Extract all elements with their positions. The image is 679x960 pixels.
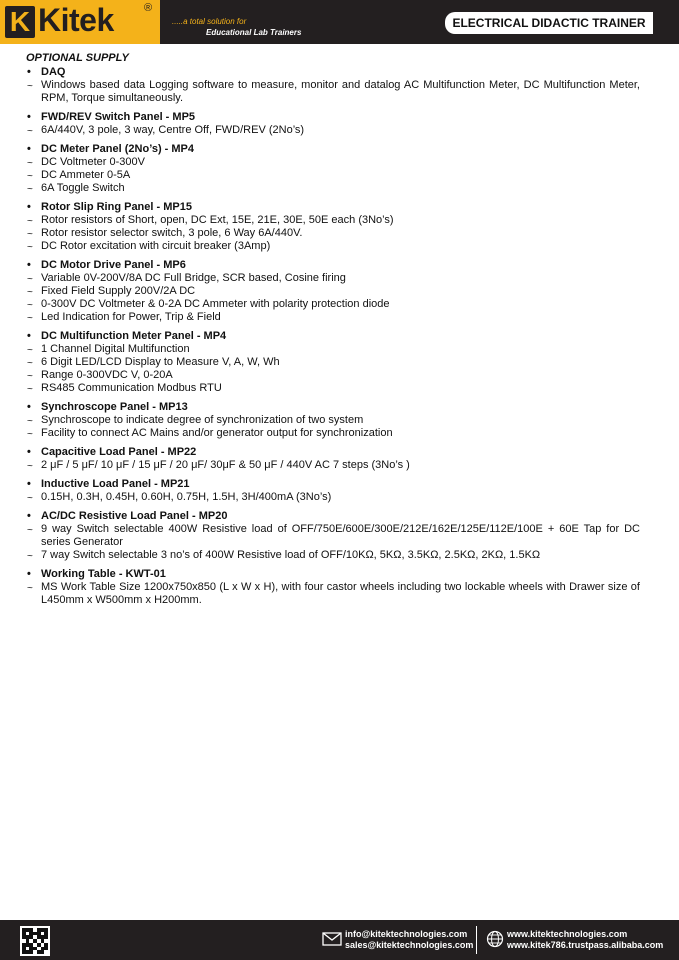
tilde-bullet-icon: ~ xyxy=(27,429,33,440)
list-item xyxy=(26,581,640,607)
tilde-bullet-icon: ~ xyxy=(27,184,33,195)
section-title-text: FWD/REV Switch Panel - MP5 xyxy=(41,111,196,123)
section-title xyxy=(26,401,640,414)
spec-section xyxy=(26,330,640,395)
list-item-text: Led Indication for Power, Trip & Field xyxy=(41,311,221,323)
spec-section xyxy=(26,259,640,324)
section-title xyxy=(26,568,640,581)
spec-section xyxy=(26,446,640,472)
spec-section xyxy=(26,66,640,105)
list-item xyxy=(26,414,640,427)
tilde-bullet-icon: ~ xyxy=(27,384,33,395)
tilde-bullet-icon: ~ xyxy=(27,345,33,356)
qr-code-icon xyxy=(20,926,50,956)
bullet-icon: • xyxy=(27,66,31,78)
tilde-bullet-icon: ~ xyxy=(27,171,33,182)
tilde-bullet-icon: ~ xyxy=(27,158,33,169)
bullet-icon: • xyxy=(27,510,31,522)
list-item-text: Variable 0V-200V/8A DC Full Bridge, SCR based, Cosine firing xyxy=(41,272,346,284)
email-info-link[interactable]: info@kitektechnologies.com xyxy=(345,929,468,939)
section-title-text: Inductive Load Panel - MP21 xyxy=(41,478,190,490)
list-item-text: DC Rotor excitation with circuit breaker (3Amp) xyxy=(41,240,271,252)
list-item xyxy=(26,356,640,369)
spec-content xyxy=(26,52,640,613)
tilde-bullet-icon: ~ xyxy=(27,300,33,311)
bullet-icon: • xyxy=(27,568,31,580)
section-title xyxy=(26,330,640,343)
list-item-text: MS Work Table Size 1200x750x850 (L x W x H), with four castor wheels including two lockable wheels with Drawer size of L450mm x W500mm x H200mm. xyxy=(41,581,640,606)
logo-wordmark: Kitek xyxy=(38,2,114,38)
list-item-text: DC Ammeter 0-5A xyxy=(41,169,131,181)
footer-emails xyxy=(345,929,473,951)
list-item xyxy=(26,214,640,227)
section-title xyxy=(26,201,640,214)
list-item xyxy=(26,491,640,504)
list-item-text: 6A/440V, 3 pole, 3 way, Centre Off, FWD/REV (2No’s) xyxy=(41,124,305,136)
section-title-text: Rotor Slip Ring Panel - MP15 xyxy=(41,201,192,213)
section-title-text: Capacitive Load Panel - MP22 xyxy=(41,446,197,458)
bullet-icon: • xyxy=(27,401,31,413)
spec-section xyxy=(26,201,640,253)
list-item xyxy=(26,124,640,137)
page-header xyxy=(0,0,679,44)
bullet-icon: • xyxy=(27,143,31,155)
alibaba-link[interactable]: www.kitek786.trustpass.alibaba.com xyxy=(507,940,664,950)
list-item xyxy=(26,343,640,356)
website-link[interactable]: www.kitektechnologies.com xyxy=(507,929,628,939)
bullet-icon: • xyxy=(27,330,31,342)
logo xyxy=(0,0,160,44)
list-item-text: 9 way Switch selectable 400W Resistive load of OFF/750E/600E/300E/212E/162E/125E/112E/100E + 60E Tap for DC series Generator xyxy=(41,523,640,548)
list-item xyxy=(26,169,640,182)
logo-k-mark: K xyxy=(5,6,35,38)
list-item-text: 6 Digit LED/LCD Display to Measure V, A, W, Wh xyxy=(41,356,280,368)
bullet-icon: • xyxy=(27,446,31,458)
tilde-bullet-icon: ~ xyxy=(27,126,33,137)
tilde-bullet-icon: ~ xyxy=(27,229,33,240)
list-item-text: RS485 Communication Modbus RTU xyxy=(41,382,222,394)
section-heading: OPTIONAL SUPPLY xyxy=(26,52,129,64)
registered-mark: ® xyxy=(144,2,153,14)
list-item xyxy=(26,382,640,395)
section-title-text: DC Multifunction Meter Panel - MP4 xyxy=(41,330,227,342)
bullet-icon: • xyxy=(27,111,31,123)
list-item xyxy=(26,311,640,324)
list-item-text: 2 μF / 5 μF/ 10 μF / 15 μF / 20 μF/ 30μF & 50 μF / 440V AC 7 steps (3No’s ) xyxy=(41,459,410,471)
section-title-text: Working Table - KWT-01 xyxy=(41,568,166,580)
bullet-icon: • xyxy=(27,201,31,213)
list-item xyxy=(26,298,640,311)
spec-section xyxy=(26,401,640,440)
tilde-bullet-icon: ~ xyxy=(27,313,33,324)
spec-section xyxy=(26,510,640,562)
tilde-bullet-icon: ~ xyxy=(27,525,33,536)
tilde-bullet-icon: ~ xyxy=(27,551,33,562)
section-title xyxy=(26,143,640,156)
tilde-bullet-icon: ~ xyxy=(27,81,33,92)
tilde-bullet-icon: ~ xyxy=(27,416,33,427)
list-item xyxy=(26,459,640,472)
section-title xyxy=(26,478,640,491)
section-title-text: DAQ xyxy=(41,66,66,78)
list-item xyxy=(26,427,640,440)
list-item-text: Fixed Field Supply 200V/2A DC xyxy=(41,285,196,297)
spec-section xyxy=(26,568,640,607)
section-title xyxy=(26,111,640,124)
list-item-text: Rotor resistor selector switch, 3 pole, 6 Way 6A/440V. xyxy=(41,227,303,239)
spec-section xyxy=(26,143,640,195)
tagline-line1: .....a total solution for xyxy=(172,17,247,26)
footer-divider xyxy=(476,926,477,954)
list-item-text: Rotor resistors of Short, open, DC Ext, 15E, 21E, 30E, 50E each (3No’s) xyxy=(41,214,394,226)
list-item-text: Facility to connect AC Mains and/or generator output for synchronization xyxy=(41,427,393,439)
section-title xyxy=(26,446,640,459)
email-sales-link[interactable]: sales@kitektechnologies.com xyxy=(345,940,474,950)
globe-icon xyxy=(486,930,504,948)
section-title xyxy=(26,510,640,523)
tilde-bullet-icon: ~ xyxy=(27,493,33,504)
tilde-bullet-icon: ~ xyxy=(27,583,33,594)
tilde-bullet-icon: ~ xyxy=(27,287,33,298)
list-item-text: 0.15H, 0.3H, 0.45H, 0.60H, 0.75H, 1.5H, 3H/400mA (3No’s) xyxy=(41,491,332,503)
tilde-bullet-icon: ~ xyxy=(27,216,33,227)
list-item xyxy=(26,156,640,169)
tagline xyxy=(172,16,301,38)
footer-websites xyxy=(507,929,663,951)
tagline-line2: Educational Lab Trainers xyxy=(206,28,302,37)
list-item-text: 6A Toggle Switch xyxy=(41,182,125,194)
list-item-text: DC Voltmeter 0-300V xyxy=(41,156,145,168)
mail-icon xyxy=(322,932,342,946)
tilde-bullet-icon: ~ xyxy=(27,358,33,369)
document-title: ELECTRICAL DIDACTIC TRAINER xyxy=(445,12,653,34)
section-title-text: Synchroscope Panel - MP13 xyxy=(41,401,188,413)
list-item-text: 7 way Switch selectable 3 no’s of 400W Resistive load of OFF/10KΩ, 5KΩ, 3.5KΩ, 2.5KΩ, 2KΩ, 1.5KΩ xyxy=(41,549,541,561)
list-item xyxy=(26,285,640,298)
list-item xyxy=(26,240,640,253)
tilde-bullet-icon: ~ xyxy=(27,242,33,253)
tilde-bullet-icon: ~ xyxy=(27,371,33,382)
list-item-text: 0-300V DC Voltmeter & 0-2A DC Ammeter with polarity protection diode xyxy=(41,298,390,310)
list-item xyxy=(26,79,640,105)
list-item xyxy=(26,549,640,562)
list-item-text: Windows based data Logging software to measure, monitor and datalog AC Multifunction Meter, DC Multifunction Meter, RPM, Torque simultaneously. xyxy=(41,79,640,104)
list-item-text: Range 0-300VDC V, 0-20A xyxy=(41,369,173,381)
list-item xyxy=(26,523,640,549)
spec-section xyxy=(26,111,640,137)
section-title-text: AC/DC Resistive Load Panel - MP20 xyxy=(41,510,228,522)
list-item-text: 1 Channel Digital Multifunction xyxy=(41,343,190,355)
tilde-bullet-icon: ~ xyxy=(27,274,33,285)
section-title xyxy=(26,259,640,272)
section-title-text: DC Meter Panel (2No’s) - MP4 xyxy=(41,143,195,155)
bullet-icon: • xyxy=(27,478,31,490)
list-item xyxy=(26,227,640,240)
section-title-text: DC Motor Drive Panel - MP6 xyxy=(41,259,186,271)
bullet-icon: • xyxy=(27,259,31,271)
list-item xyxy=(26,272,640,285)
tilde-bullet-icon: ~ xyxy=(27,461,33,472)
list-item xyxy=(26,369,640,382)
list-item-text: Synchroscope to indicate degree of synchronization of two system xyxy=(41,414,364,426)
section-title xyxy=(26,66,640,79)
list-item xyxy=(26,182,640,195)
spec-section xyxy=(26,478,640,504)
